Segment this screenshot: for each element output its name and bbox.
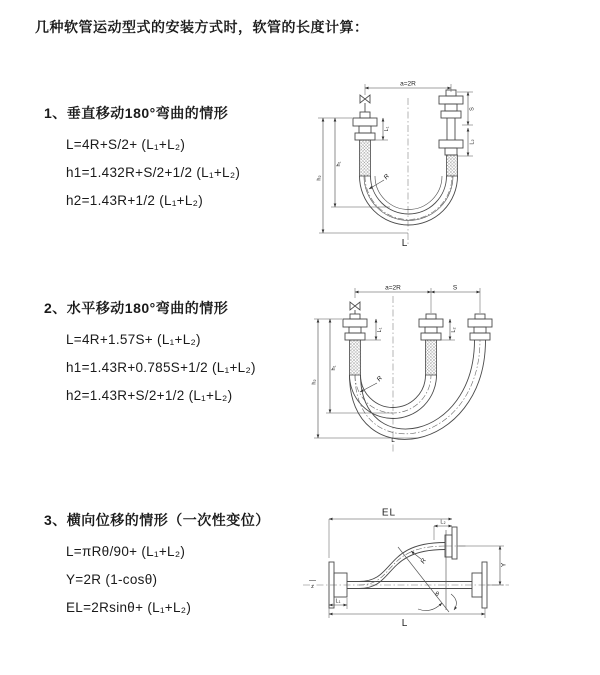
dim-l [329, 608, 485, 629]
pipe-end-left [353, 112, 377, 176]
diagram-vertical-move-180 [310, 76, 522, 254]
dim-label-y: Y [500, 562, 508, 568]
flange-upper [445, 527, 457, 559]
dim-a2r [365, 81, 451, 96]
datum-mark [309, 581, 316, 591]
dim-label-r: R [382, 172, 392, 182]
dim-label-l2: L₂ [440, 519, 446, 526]
pipe-end-right [468, 314, 492, 340]
dim-label-theta: θ [435, 591, 439, 598]
formula-el: EL=2Rsinθ+ (L₁+L₂) [66, 600, 192, 615]
diagram-lateral-displacement [301, 502, 516, 642]
dim-label-s: S [469, 107, 476, 111]
dim-label-r: R [419, 557, 428, 566]
pipe-end-left [343, 314, 367, 375]
section-lateral-displacement [44, 510, 314, 628]
formula-length: L=πRθ/90+ (L₁+L₂) [66, 544, 186, 559]
dim-label-s: S [452, 284, 458, 292]
formula-h2: h2=1.43R+S/2+1/2 (L₁+L₂) [66, 388, 233, 403]
dim-label-h1: h₁ [336, 161, 342, 167]
section-1-heading: 1、垂直移动180°弯曲的情形 [44, 105, 229, 121]
dim-label-l: L [391, 437, 395, 444]
dim-label-l2: L₂ [451, 327, 457, 333]
dim-label-l: L [401, 238, 409, 249]
dim-label-l: L [401, 618, 409, 629]
dim-label-el: EL [381, 507, 397, 519]
pipe-end-middle [419, 314, 443, 375]
formula-h1: h1=1.43R+0.785S+1/2 (L₁+L₂) [66, 360, 256, 375]
dim-label-a2r: a=2R [385, 284, 401, 292]
dim-label-l1: L₁ [377, 327, 383, 333]
formula-length: L=4R+1.57S+ (L₁+L₂) [66, 332, 201, 347]
dim-l2 [437, 319, 457, 340]
svg-text:z: z [311, 584, 314, 590]
dim-label-h2: h₂ [316, 175, 323, 181]
dim-l2 [434, 520, 452, 541]
section-2-heading: 2、水平移动180°弯曲的情形 [44, 300, 229, 316]
dim-label-r: R [375, 374, 385, 384]
page-title: 几种软管运动型式的安装方式时，软管的长度计算： [35, 19, 369, 35]
diagram-horizontal-move-180 [306, 280, 524, 462]
dim-a2r-s [355, 285, 480, 314]
dim-s-l2 [457, 92, 476, 156]
formula-y: Y=2R (1-cosθ) [66, 572, 158, 587]
dim-l1 [329, 598, 347, 609]
dim-label-l2: L₂ [469, 139, 476, 145]
section-3-heading: 3、横向位移的情形（一次性变位） [44, 512, 270, 528]
dim-label-l1: L₁ [384, 126, 390, 132]
dim-label-a2r: a=2R [400, 80, 416, 88]
dim-label-h2: h₂ [311, 379, 318, 385]
angle-theta-construction [398, 530, 456, 612]
radius-callout [411, 551, 428, 565]
section-horizontal-move [44, 298, 314, 416]
hose-u-bend [360, 176, 458, 225]
dim-label-h1: h₁ [331, 365, 337, 371]
formula-h1: h1=1.432R+S/2+1/2 (L₁+L₂) [66, 165, 241, 180]
hose-u-position2 [350, 340, 486, 439]
pipe-end-right [439, 90, 463, 176]
formula-h2: h2=1.43R+1/2 (L₁+L₂) [66, 193, 204, 208]
valve-icon [350, 302, 360, 314]
valve-icon [360, 95, 370, 112]
section-vertical-move [44, 103, 314, 221]
formula-length: L=4R+S/2+ (L₁+L₂) [66, 137, 186, 152]
dim-label-l1: L₁ [335, 598, 341, 605]
